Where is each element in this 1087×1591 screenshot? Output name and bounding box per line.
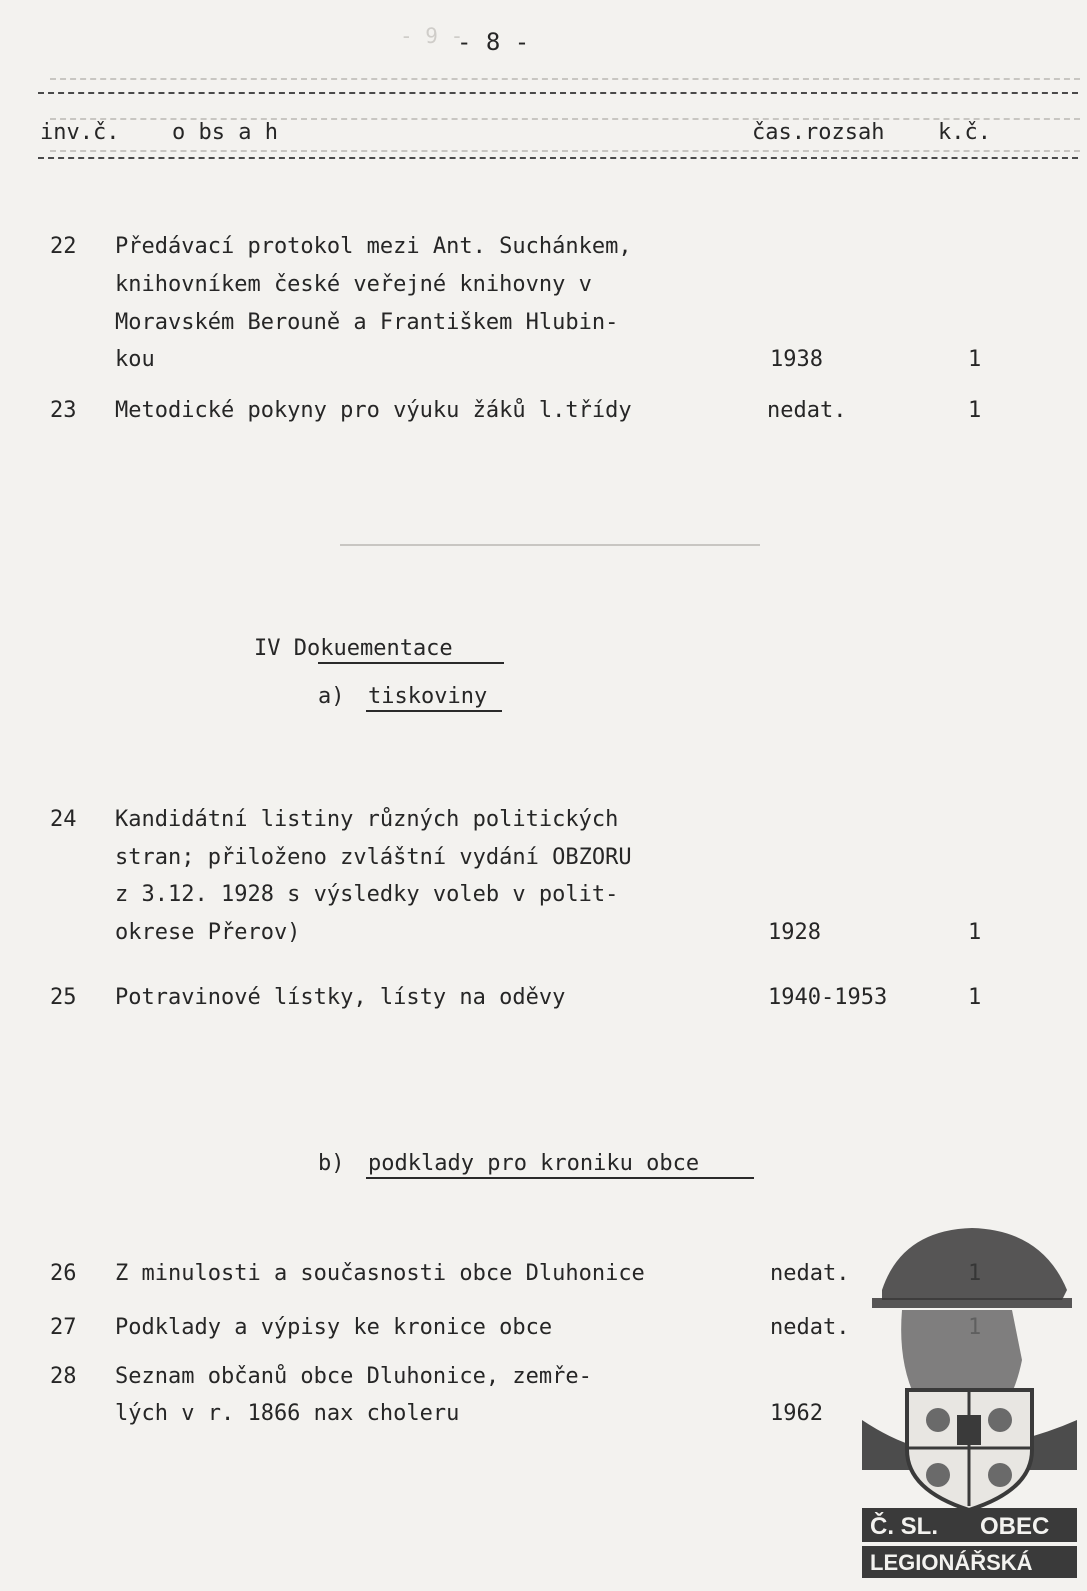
entry-box: 1 bbox=[968, 398, 982, 423]
subsection-underline bbox=[366, 1177, 754, 1179]
entry-box: 1 bbox=[968, 985, 982, 1010]
col-inv-header: inv.č. bbox=[40, 120, 120, 145]
entry-box: 1 bbox=[968, 920, 982, 945]
entry-date: nedat. bbox=[770, 1261, 850, 1286]
entry-line: Předávací protokol mezi Ant. Suchánkem, bbox=[115, 234, 632, 259]
entry-line: lých v r. 1866 nax choleru bbox=[115, 1401, 460, 1426]
entry-date: nedat. bbox=[767, 398, 847, 423]
logo-text-bottom: LEGIONÁŘSKÁ bbox=[870, 1550, 1033, 1575]
header-rule-bottom bbox=[38, 157, 1078, 159]
entry-line: Moravském Berouně a Františkem Hlubin- bbox=[115, 310, 619, 335]
legion-watermark-logo bbox=[862, 1220, 1077, 1580]
logo-text-top-left: Č. SL. bbox=[870, 1513, 939, 1540]
entry-number: 22 bbox=[50, 234, 77, 259]
entry-number: 27 bbox=[50, 1315, 77, 1340]
entry-line: Metodické pokyny pro výuku žáků l.třídy bbox=[115, 398, 632, 423]
subsection-label: a) bbox=[318, 684, 345, 709]
entry-line: Podklady a výpisy ke kronice obce bbox=[115, 1315, 553, 1340]
entry-date: 1928 bbox=[768, 920, 821, 945]
col-content-header: o bs a h bbox=[172, 120, 278, 145]
entry-number: 24 bbox=[50, 807, 77, 832]
entry-date: 1962 bbox=[770, 1401, 823, 1426]
entry-number: 28 bbox=[50, 1364, 77, 1389]
ghost-page-number: - 9 - bbox=[400, 24, 464, 48]
entry-line: stran; přiloženo zvláštní vydání OBZORU bbox=[115, 845, 632, 870]
entry-number: 23 bbox=[50, 398, 77, 423]
coat-of-arms-icon bbox=[907, 1390, 1032, 1510]
entry-line: z 3.12. 1928 s výsledky voleb v polit- bbox=[115, 882, 619, 907]
entry-line: Seznam občanů obce Dluhonice, zemře- bbox=[115, 1364, 592, 1389]
subsection-title: podklady pro kroniku obce bbox=[368, 1151, 700, 1176]
section-underline bbox=[318, 662, 504, 664]
entry-line: Potravinové lístky, lísty na oděvy bbox=[115, 985, 566, 1010]
entry-date: 1940-1953 bbox=[768, 985, 888, 1010]
entry-line: Kandidátní listiny různých politických bbox=[115, 807, 619, 832]
col-box-header: k.č. bbox=[938, 120, 991, 145]
entry-date: nedat. bbox=[770, 1315, 850, 1340]
entry-line: okrese Přerov) bbox=[115, 920, 301, 945]
logo-text-top-right: OBEC bbox=[980, 1513, 1050, 1540]
page-number: - 8 - bbox=[457, 28, 530, 56]
entry-line: kou bbox=[115, 347, 155, 372]
col-range-header: čas.rozsah bbox=[752, 120, 885, 145]
header-rule-top bbox=[38, 92, 1078, 94]
entry-box: 1 bbox=[968, 347, 982, 372]
entry-number: 25 bbox=[50, 985, 77, 1010]
section-title: IV Dokuementace bbox=[254, 636, 453, 661]
entry-date: 1938 bbox=[770, 347, 823, 372]
subsection-title: tiskoviny bbox=[368, 684, 488, 709]
entry-line: Z minulosti a současnosti obce Dluhonice bbox=[115, 1261, 645, 1286]
subsection-underline bbox=[366, 710, 502, 712]
entry-number: 26 bbox=[50, 1261, 77, 1286]
entry-line: knihovníkem české veřejné knihovny v bbox=[115, 272, 592, 297]
subsection-label: b) bbox=[318, 1151, 345, 1176]
